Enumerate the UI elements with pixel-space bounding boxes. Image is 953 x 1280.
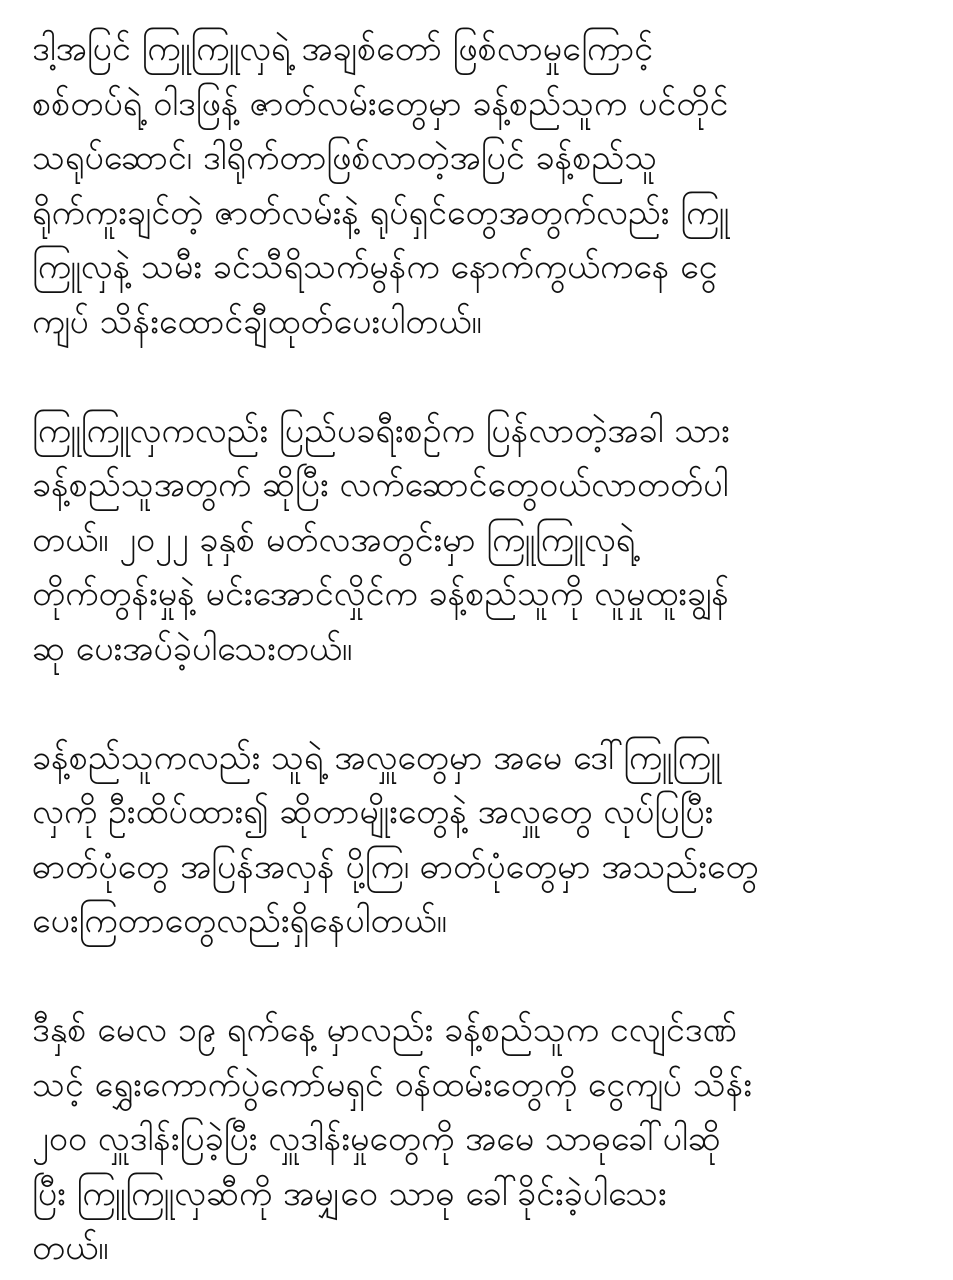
- text-line: ၂၀၀ လှူဒါန်းပြခဲ့ပြီး လှူဒါန်းမှုတွေကို အမေ သာဓုခေါ်ပါဆို: [32, 1119, 721, 1159]
- paragraph-spacer: [32, 949, 923, 1004]
- text-line: စစ်တပ်ရဲ့ ဝါဒဖြန့် ဇာတ်လမ်းတွေမှာ ခန့်စည်သူက ပင်တိုင်: [32, 83, 729, 124]
- text-line: ကျပ် သိန်းထောင်ချီထုတ်ပေးပါတယ်။: [32, 301, 482, 342]
- paragraph-4: [32, 1003, 923, 1276]
- text-line: ဓာတ်ပုံတွေ အပြန်အလှန် ပို့ကြ၊ ဓာတ်ပုံတွေမှာ အသည်းတွေ: [32, 846, 759, 887]
- text-line: တိုက်တွန်းမှုနဲ့ မင်းအောင်လှိုင်က ခန့်စည်သူကို လူမှုထူးချွန်: [32, 574, 730, 614]
- text-line: ဆု ပေးအပ်ခဲ့ပါသေးတယ်။: [32, 628, 353, 669]
- text-line: ကြူကြူလှကလည်း ပြည်ပခရီးစဉ်က ပြန်လာတဲ့အခါ သား: [32, 410, 730, 451]
- text-line: ဒါ့အပြင် ကြူကြူလှရဲ့ အချစ်တော် ဖြစ်လာမှုကြောင့်: [32, 29, 654, 69]
- paragraph-2: [32, 404, 923, 677]
- text-line: သင့် ရွှေးကောက်ပွဲကော်မရှင် ဝန်ထမ်းတွေကို ငွေကျပ် သိန်း: [32, 1064, 752, 1105]
- text-line: ပြီး ကြူကြူလှဆီကို အမျှဝေ သာဓု ခေါ်ခိုင်းခဲ့ပါသေး: [32, 1173, 667, 1214]
- paragraph-spacer: [32, 349, 923, 404]
- text-line: ရိုက်ကူးချင်တဲ့ ဇာတ်လမ်းနဲ့ ရုပ်ရှင်တွေအတွက်လည်း ကြူ: [32, 192, 730, 233]
- text-line: လှကို ဦးထိပ်ထား၍ ဆိုတာမျိုးတွေနဲ့ အလှူတွေ လုပ်ပြပြီး: [32, 792, 714, 832]
- text-line: သရုပ်ဆောင်၊ ဒါရိုက်တာဖြစ်လာတဲ့အပြင် ခန့်စည်သူ: [32, 138, 658, 178]
- text-line: တယ်။ ၂၀၂၂ ခုနှစ် မတ်လအတွင်းမှာ ကြူကြူလှရဲ့: [32, 519, 636, 560]
- paragraph-3: [32, 731, 923, 949]
- text-line: ဒီနှစ် မေလ ၁၉ ရက်နေ့ မှာလည်း ခန့်စည်သူက ငလျင်ဒဏ်: [32, 1010, 737, 1050]
- paragraph-spacer: [32, 676, 923, 731]
- text-line: တယ်။: [32, 1228, 109, 1268]
- text-line: ကြူလှနဲ့ သမီး ခင်သီရိသက်မွန်က နောက်ကွယ်ကနေ ငွေ: [32, 247, 718, 287]
- text-line: ခန့်စည်သူကလည်း သူရဲ့ အလှူတွေမှာ အမေ ဒေါ်ကြူကြူ: [32, 737, 721, 778]
- text-line: ခန့်စည်သူအတွက် ဆိုပြီး လက်ဆောင်တွေဝယ်လာတတ်ပါ: [32, 465, 729, 505]
- paragraph-1: [32, 22, 923, 349]
- text-line: ပေးကြတာတွေလည်းရှိနေပါတယ်။: [32, 901, 447, 941]
